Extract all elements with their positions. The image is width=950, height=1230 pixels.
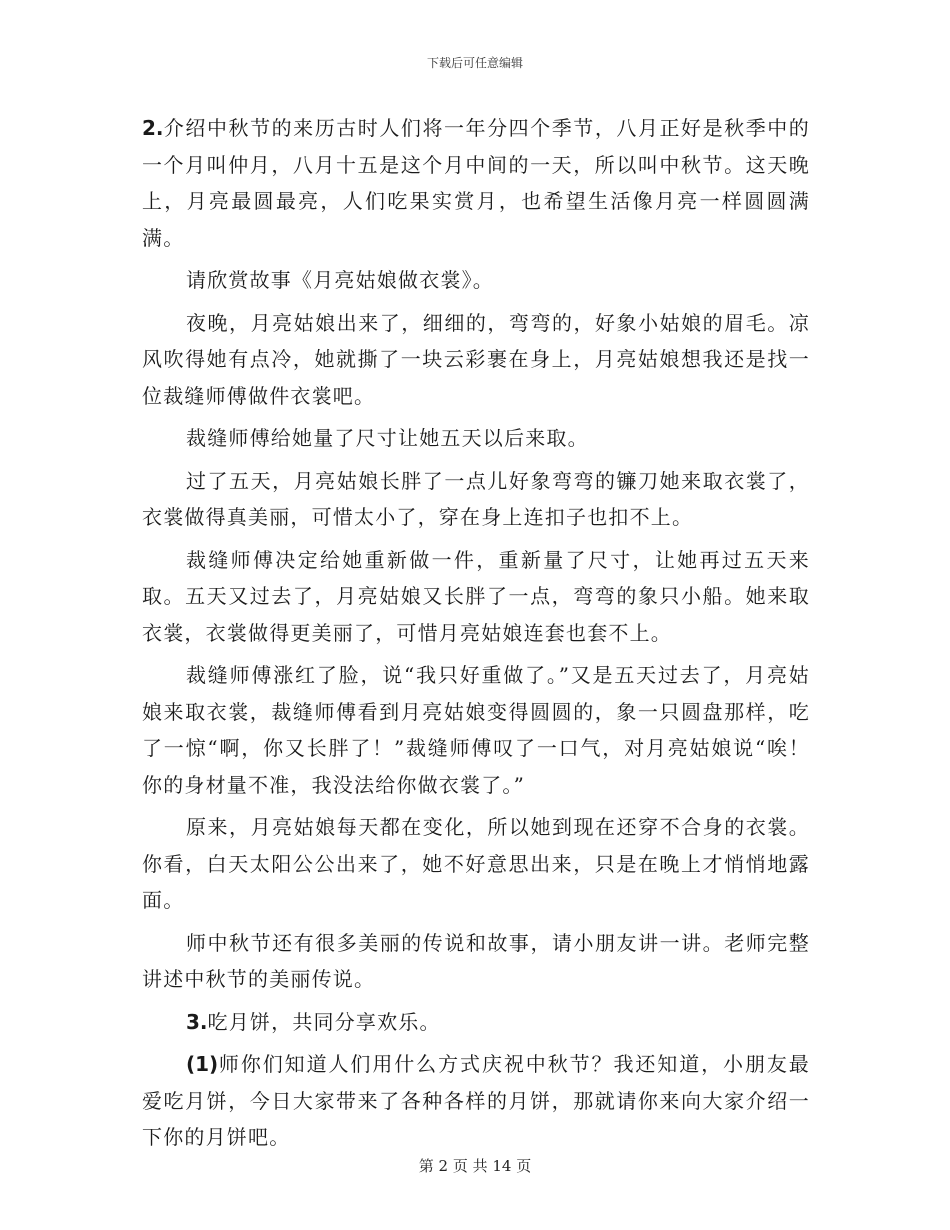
- paragraph-text: 师中秋节还有很多美丽的传说和故事，请小朋友讲一讲。老师完整讲述中秋节的美丽传说。: [142, 930, 810, 991]
- paragraph-6: [142, 542, 810, 652]
- paragraph-number: (1): [186, 1052, 219, 1076]
- paragraph-2: [142, 262, 810, 299]
- paragraph-text: 过了五天，月亮姑娘长胖了一点儿好象弯弯的镰刀她来取衣裳了，衣裳做得真美丽，可惜太小了，穿在身上连扣子也扣不上。: [142, 468, 810, 529]
- paragraph-text: 吃月饼，共同分享欢乐。: [207, 1009, 441, 1034]
- paragraph-text: 原来，月亮姑娘每天都在变化，所以她到现在还穿不合身的衣裳。你看，白天太阳公公出来了，她不好意思出来，只是在晚上才悄悄地露面。: [142, 815, 810, 912]
- paragraph-text: 裁缝师傅决定给她重新做一件，重新量了尺寸，让她再过五天来取。五天又过去了，月亮姑娘又长胖了一点，弯弯的象只小船。她来取衣裳，衣裳做得更美丽了，可惜月亮姑娘连套也套不上。: [142, 547, 810, 645]
- paragraph-text: 夜晚，月亮姑娘出来了，细细的，弯弯的，好象小姑娘的眉毛。凉风吹得她有点冷，她就撕了一块云彩裹在身上，月亮姑娘想我还是找一位裁缝师傅做件衣裳吧。: [142, 310, 810, 408]
- paragraph-text: 请欣赏故事《月亮姑娘做衣裳》。: [186, 268, 494, 292]
- page-number: 第 2 页 共 14 页: [418, 1157, 532, 1175]
- paragraph-11: [142, 1046, 810, 1156]
- paragraph-5: [142, 463, 810, 536]
- paragraph-text: 师你们知道人们用什么方式庆祝中秋节？我还知道，小朋友最爱吃月饼，今日大家带来了各种各样的月饼，那就请你来向大家介绍一下你的月饼吧。: [142, 1052, 810, 1149]
- paragraph-4: [142, 420, 810, 457]
- paragraph-3: [142, 305, 810, 415]
- paragraph-text: 介绍中秋节的来历古时人们将一年分四个季节，八月正好是秋季中的一个月叫仲月，八月十五是这个月中间的一天，所以叫中秋节。这天晚上，月亮最圆最亮，人们吃果实赏月，也希望生活像月亮一样圆圆满满。: [142, 116, 810, 250]
- paragraph-10: [142, 1004, 810, 1041]
- paragraph-7: [142, 657, 810, 803]
- document-body: [142, 110, 810, 1162]
- paragraph-8: [142, 809, 810, 919]
- paragraph-1: [142, 110, 810, 256]
- paragraph-number: 2.: [142, 116, 164, 140]
- paragraph-9: [142, 925, 810, 998]
- paragraph-number: 3.: [186, 1009, 208, 1034]
- paragraph-text: 裁缝师傅给她量了尺寸让她五天以后来取。: [186, 426, 589, 450]
- header-note: 下载后可任意编辑: [426, 56, 523, 70]
- paragraph-text: 裁缝师傅涨红了脸，说“我只好重做了。”又是五天过去了，月亮姑娘来取衣裳，裁缝师傅看到月亮姑娘变得圆圆的，象一只圆盘那样，吃了一惊“啊，你又长胖了！”裁缝师傅叹了一口气，对月亮姑娘说“唉！你的身材量不准，我没法给你做衣裳了。”: [142, 663, 810, 797]
